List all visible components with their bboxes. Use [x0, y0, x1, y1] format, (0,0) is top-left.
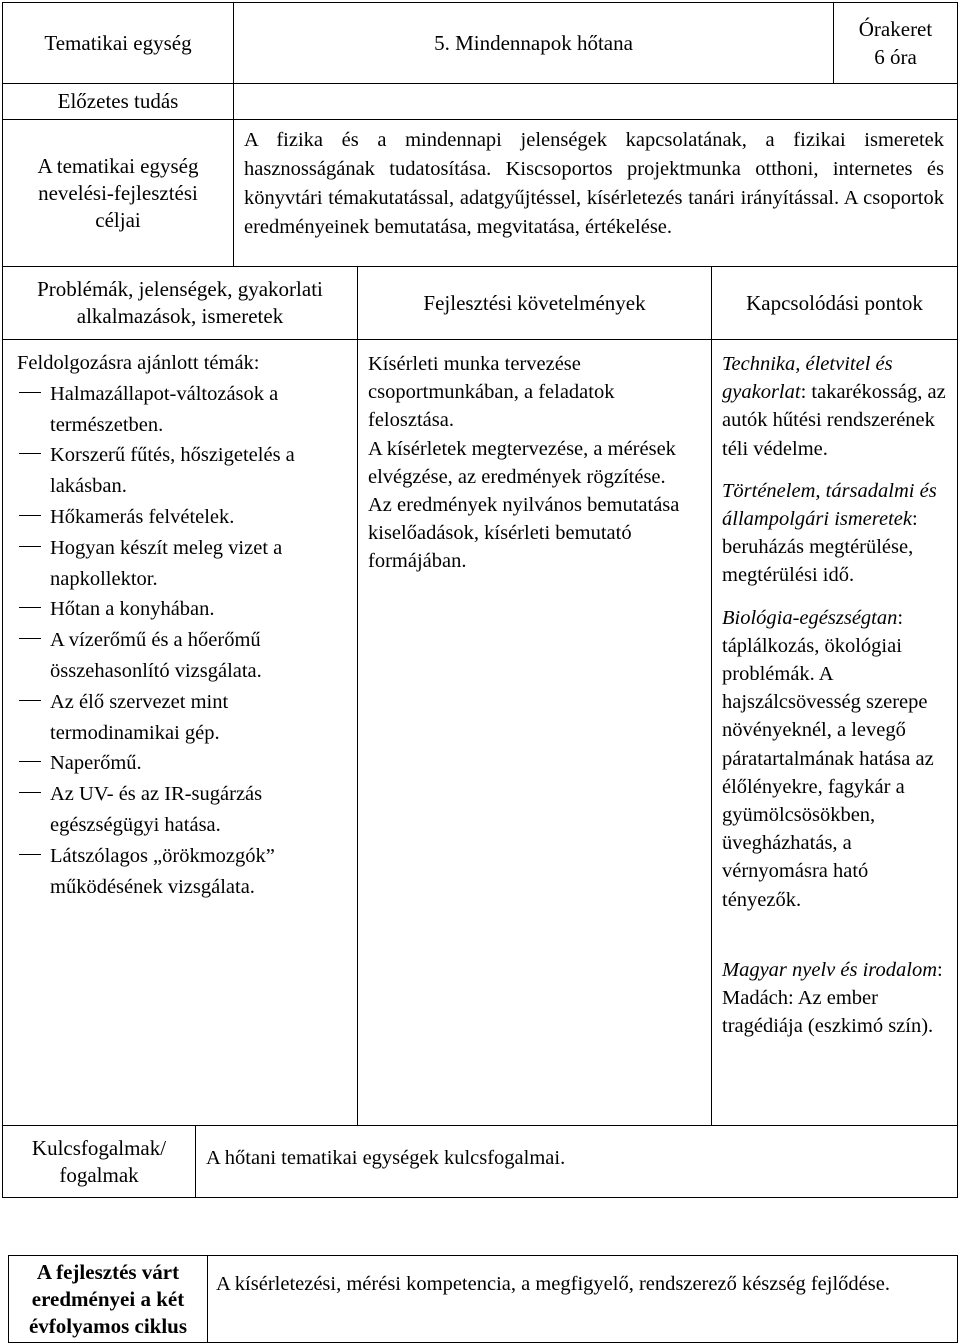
outcomes-label: A fejlesztés várt eredményei a két évfolyamos ciklus [28, 1259, 188, 1338]
goals-text-cell [234, 120, 958, 266]
topic-item: Naperőmű. [17, 748, 347, 779]
keywords-label: Kulcsfogalmak/ fogalmak [31, 1135, 167, 1187]
topic-item: Az élő szervezet mint termodinamikai gép. [17, 687, 347, 749]
outcomes-text-cell [208, 1255, 958, 1343]
connections-header: Kapcsolódási pontok [746, 290, 923, 315]
keywords-text: A hőtani tematikai egységek kulcsfogalmai. [206, 1147, 566, 1169]
connection-subject: Magyar nyelv és irodalom [722, 958, 938, 981]
topic-item: Hőkamerás felvételek. [17, 502, 347, 533]
topic-item: Hogyan készít meleg vizet a napkollektor. [17, 533, 347, 595]
requirements-cell [358, 340, 712, 1126]
connection-item [722, 604, 946, 914]
connection-subject: Biológia-egészségtan [722, 606, 898, 629]
topics-block [17, 348, 347, 902]
connections-cell [712, 340, 958, 1126]
topic-item: Korszerű fűtés, hőszigetelés a lakásban. [17, 440, 347, 502]
prior-knowledge-label: Előzetes tudás [57, 89, 179, 113]
unit-title: 5. Mindennapok hőtana [434, 30, 633, 55]
outcomes-text: A kísérletezési, mérési kompetencia, a megfigyelő, rendszerező készség fejlődése. [216, 1273, 890, 1295]
connection-text: : beruházás megtérülése, megtérülési idő. [722, 508, 918, 587]
connection-item [722, 350, 946, 463]
unit-title-cell [234, 2, 834, 84]
goals-label-cell [2, 120, 234, 266]
requirements-header-cell [358, 266, 712, 340]
problems-header: Problémák, jelenségek, gyakorlati alkalmazások, ismeretek [37, 277, 323, 328]
prior-knowledge-value-cell [234, 84, 958, 120]
connection-text: : takarékosság, az autók hűtési rendszerének téli védelme. [722, 381, 946, 460]
unit-label-cell [2, 2, 234, 84]
connection-subject: Történelem, társadalmi és állampolgári ismeretek [722, 479, 937, 531]
requirements-block [368, 350, 686, 576]
unit-label: Tematikai egység [44, 30, 192, 55]
topics-list [17, 379, 347, 903]
hours-value: 6 óra [874, 45, 917, 69]
topic-item: A vízerőmű és a hőerőmű összehasonlító vizsgálata. [17, 625, 347, 687]
goals-label: A tematikai egység nevelési-fejlesztési céljai [37, 153, 199, 232]
keywords-text-cell [196, 1126, 958, 1198]
outcomes-label-cell [8, 1255, 208, 1343]
connections-header-cell [712, 266, 958, 340]
topic-item: Halmazállapot-változások a természetben. [17, 379, 347, 441]
connection-item [722, 477, 946, 590]
problems-header-cell [2, 266, 358, 340]
connection-text: : táplálkozás, ökológiai problémák. A hajszálcsövesség szerepe növényeknél, a levegő páratartalmának hatása az élőlényekre, fagykár a gyümölcsösökben, üvegházhatás, a vérnyomásra ható tényezők. [722, 606, 934, 911]
hours-cell [834, 2, 958, 84]
topic-item: Hőtan a konyhában. [17, 594, 347, 625]
connection-subject: Technika, életvitel és gyakorlat [722, 353, 893, 404]
topics-intro: Feldolgozásra ajánlott témák: [17, 352, 260, 374]
goals-text: A fizika és a mindennapi jelenségek kapcsolatának, a fizikai ismeretek hasznosságának tudatosítása. Kiscsoportos projektmunka otthoni, internetes és könyvtári témakutatással, adatgyűjtéssel, kísérletezés tanári irányítással. A csoportok eredményeinek bemutatása, megvitatása, értékelése. [244, 129, 944, 238]
requirement-item: Az eredmények nyilvános bemutatása kiselőadások, kísérleti bemutató formájában. [368, 494, 680, 573]
topics-cell [2, 340, 358, 1126]
requirements-header: Fejlesztési követelmények [423, 290, 646, 315]
keywords-label-cell [2, 1126, 196, 1198]
connection-item [722, 956, 946, 1041]
requirement-item: Kísérleti munka tervezése csoportmunkában, a feladatok felosztása. [368, 353, 615, 432]
requirement-item: A kísérletek megtervezése, a mérések elvégzése, az eredmények rögzítése. [368, 437, 676, 488]
prior-knowledge-label-cell [2, 84, 234, 120]
hours-label: Órakeret [858, 17, 933, 41]
topic-item: Az UV- és az IR-sugárzás egészségügyi hatása. [17, 779, 347, 841]
connection-text: : Madách: Az ember tragédiája (eszkimó szín). [722, 958, 943, 1038]
topic-item: Látszólagos „örökmozgók” működésének vizsgálata. [17, 841, 347, 903]
connections-block [722, 350, 946, 1054]
